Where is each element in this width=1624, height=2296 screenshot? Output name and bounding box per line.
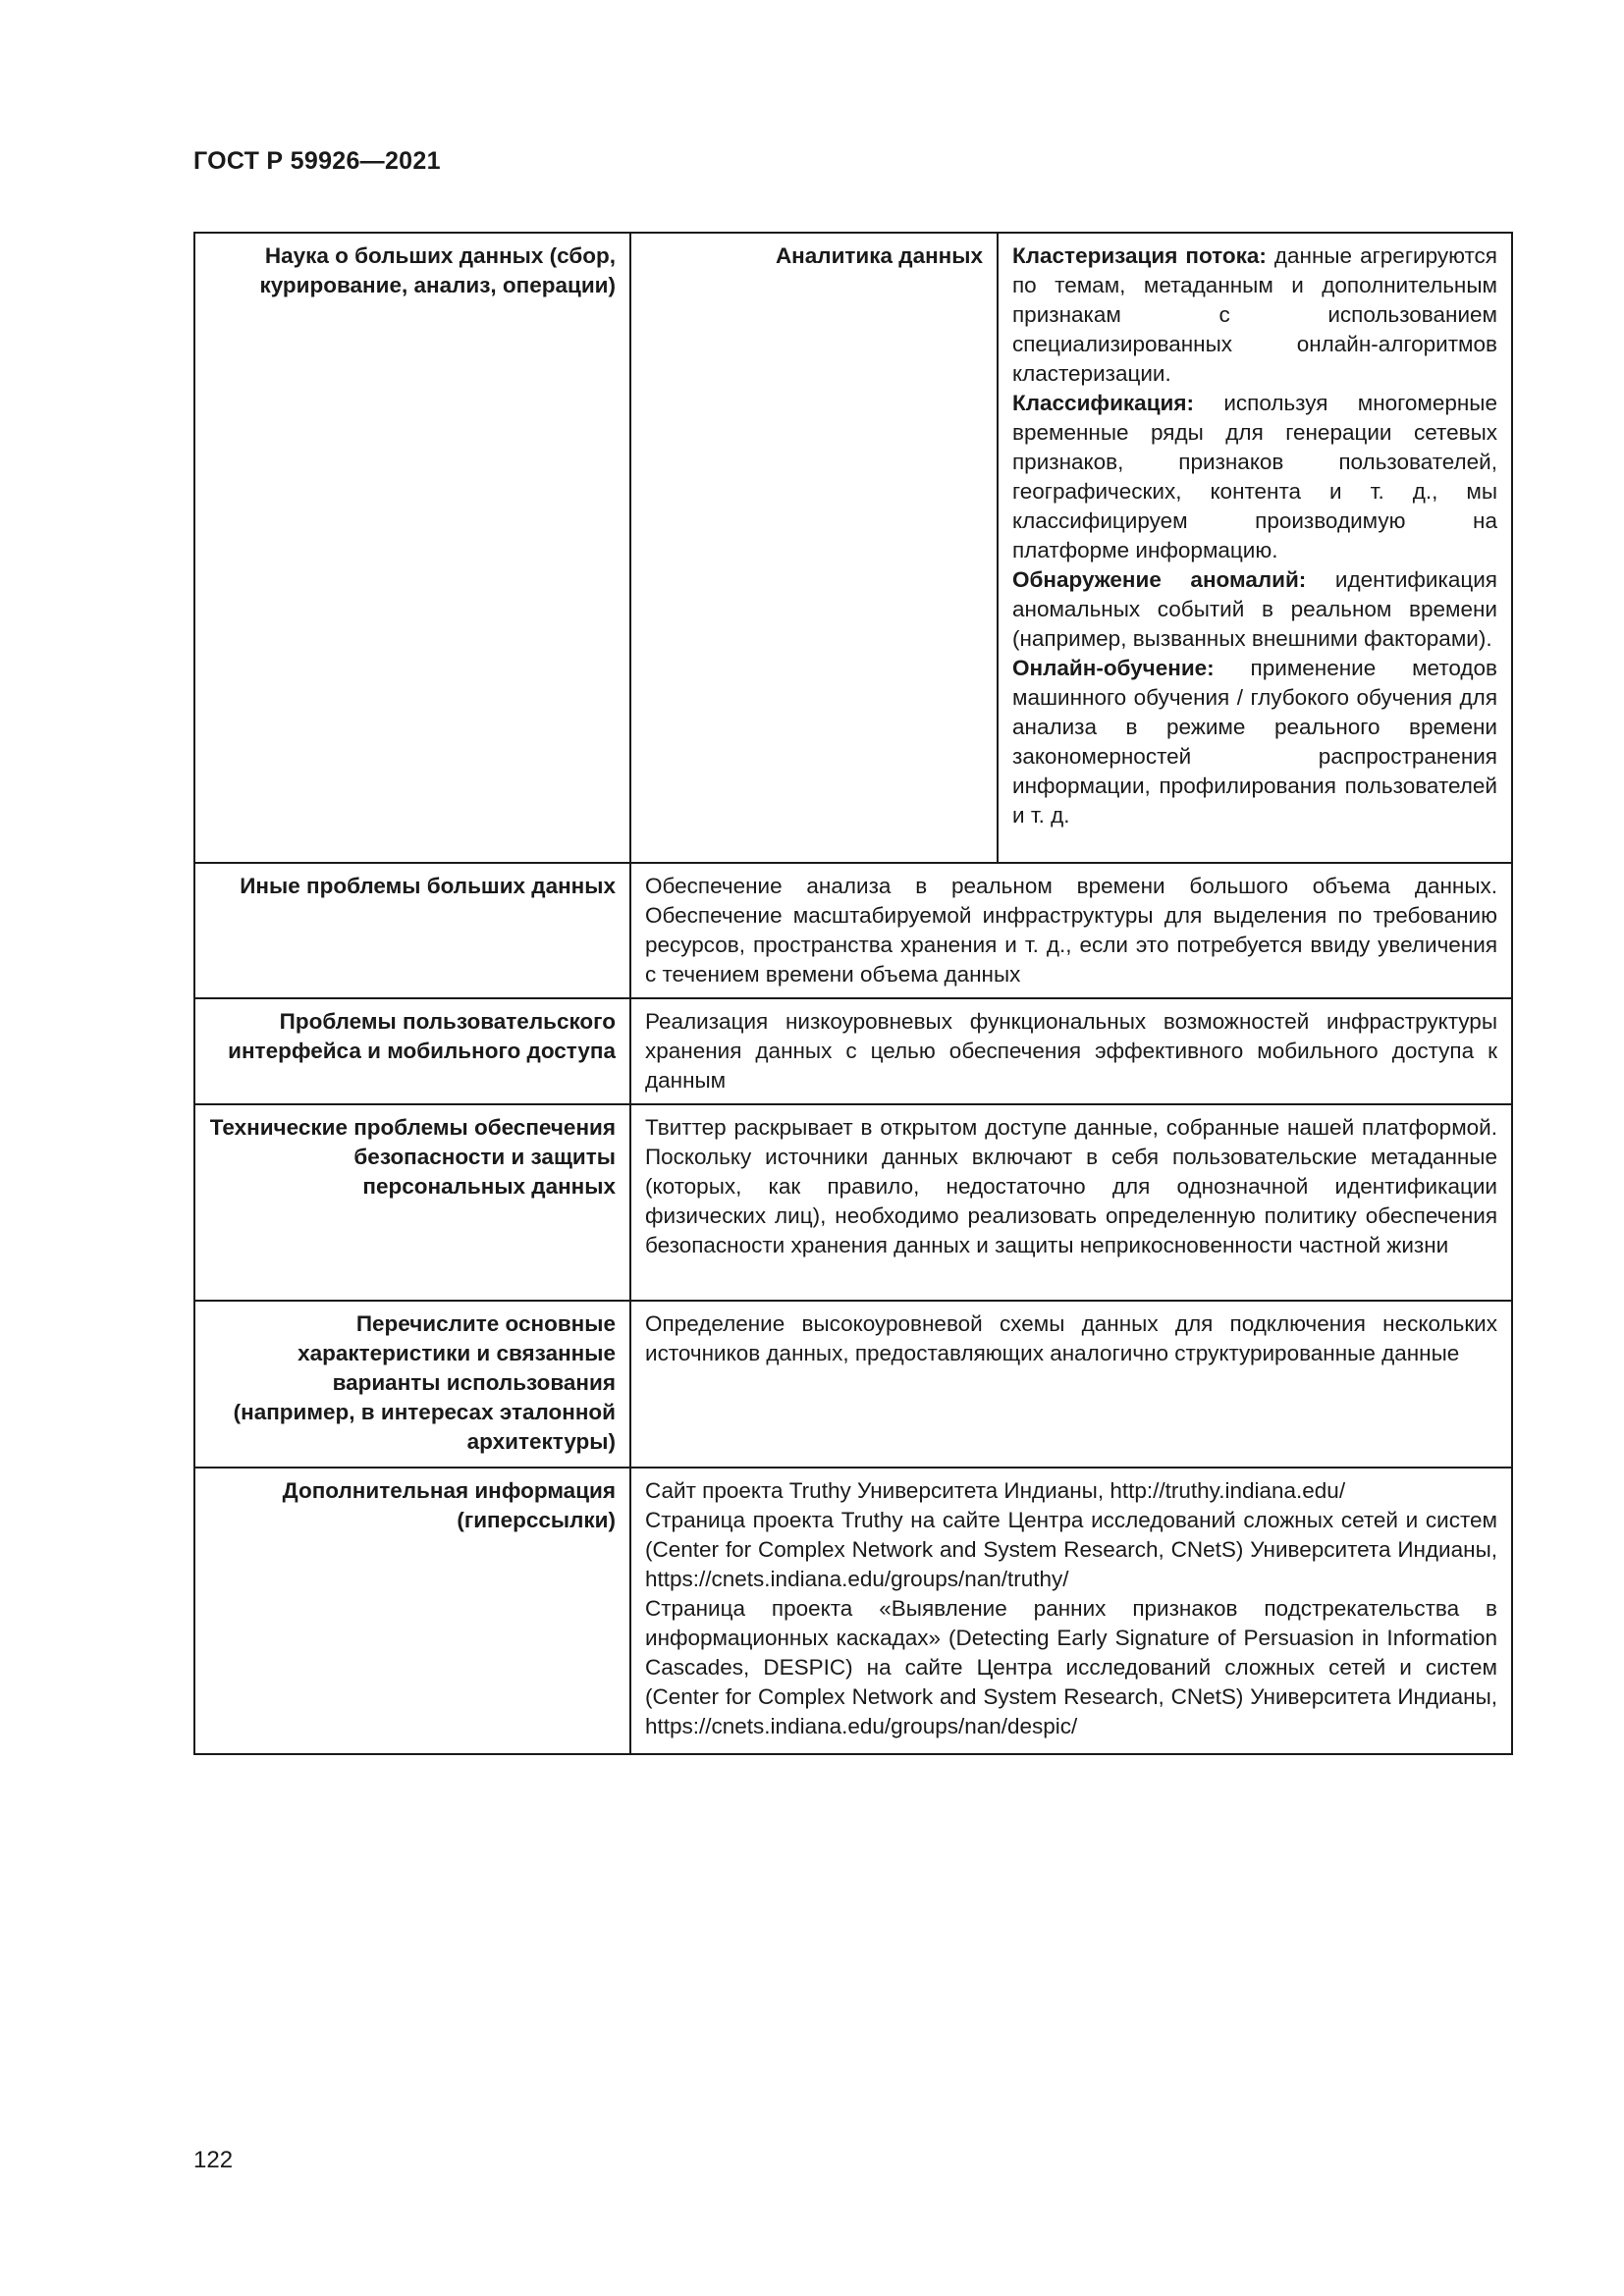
- table-row: [194, 998, 1512, 1104]
- term-text: идентификация аномальных событий в реальном времени (например, вызванных внешними факторами).: [1012, 567, 1497, 651]
- row-sublabel: Аналитика данных: [630, 233, 998, 863]
- list-item: [1012, 389, 1497, 565]
- row-text: Обеспечение анализа в реальном времени большого объема данных. Обеспечение масштабируемой инфраструктуры для выделения по требованию ресурсов, пространства хранения и т. д., если это потребуется ввиду увеличения с течением времени объема данных: [630, 863, 1512, 998]
- row-label: Наука о больших данных (сбор, курирование, анализ, операции): [194, 233, 630, 863]
- row-label: Технические проблемы обеспечения безопасности и защиты персональных данных: [194, 1104, 630, 1301]
- term-label: Онлайн-обучение:: [1012, 656, 1215, 680]
- analytics-description: [998, 233, 1512, 863]
- page-number: 122: [193, 2147, 234, 2173]
- table-row: [194, 1301, 1512, 1468]
- table-row: [194, 233, 1512, 863]
- row-label: Дополнительная информация (гиперссылки): [194, 1468, 630, 1754]
- links-cell: [630, 1468, 1512, 1754]
- row-text: Твиттер раскрывает в открытом доступе данные, собранные нашей платформой. Поскольку источники данных включают в себя пользовательские метаданные (которых, как правило, недостаточно для однозначной идентификации физических лиц), необходимо реализовать определенную политику обеспечения безопасности хранения данных и защиты неприкосновенности частной жизни: [630, 1104, 1512, 1301]
- table-row: [194, 1104, 1512, 1301]
- reference-link[interactable]: Страница проекта «Выявление ранних признаков подстрекательства в информационных каскадах» (Detecting Early Signature of Persuasion in Information Cascades, DESPIC) на сайте Центра исследований сложных сетей и систем (Center for Complex Network and System Research, CNetS) Университета Индианы, https://cnets.indiana.edu/groups/nan/despic/: [645, 1596, 1497, 1738]
- use-case-table: [193, 232, 1513, 1755]
- list-item: [1012, 565, 1497, 654]
- term-label: Обнаружение аномалий:: [1012, 567, 1307, 592]
- list-item: [1012, 241, 1497, 389]
- document-header: ГОСТ Р 59926—2021: [193, 147, 441, 175]
- row-text: Определение высокоуровневой схемы данных для подключения нескольких источников данных, предоставляющих аналогично структурированные данные: [630, 1301, 1512, 1468]
- term-text: данные агрегируются по темам, метаданным и дополнительным признакам с использованием специализированных онлайн-алгоритмов кластеризации.: [1012, 243, 1497, 386]
- row-text: Реализация низкоуровневых функциональных возможностей инфраструктуры хранения данных с целью обеспечения эффективного мобильного доступа к данным: [630, 998, 1512, 1104]
- row-label: Иные проблемы больших данных: [194, 863, 630, 998]
- row-label: Проблемы пользовательского интерфейса и мобильного доступа: [194, 998, 630, 1104]
- list-item: [1012, 654, 1497, 830]
- term-text: используя многомерные временные ряды для генерации сетевых признаков, признаков пользователей, географических, контента и т. д., мы классифицируем производимую на платформе информацию.: [1012, 391, 1497, 562]
- reference-link[interactable]: Страница проекта Truthy на сайте Центра исследований сложных сетей и систем (Center for Complex Network and System Research, CNetS) Университета Индианы, https://cnets.indiana.edu/groups/nan/truthy/: [645, 1508, 1497, 1591]
- table-row: [194, 1468, 1512, 1754]
- table-row: [194, 863, 1512, 998]
- term-label: Классификация:: [1012, 391, 1194, 415]
- term-label: Кластеризация потока:: [1012, 243, 1267, 268]
- reference-link[interactable]: Сайт проекта Truthy Университета Индианы, http://truthy.indiana.edu/: [645, 1478, 1346, 1503]
- row-label: Перечислите основные характеристики и связанные варианты использования (например, в интересах эталонной архитектуры): [194, 1301, 630, 1468]
- term-text: применение методов машинного обучения / глубокого обучения для анализа в режиме реального времени закономерностей распространения информации, профилирования пользователей и т. д.: [1012, 656, 1497, 828]
